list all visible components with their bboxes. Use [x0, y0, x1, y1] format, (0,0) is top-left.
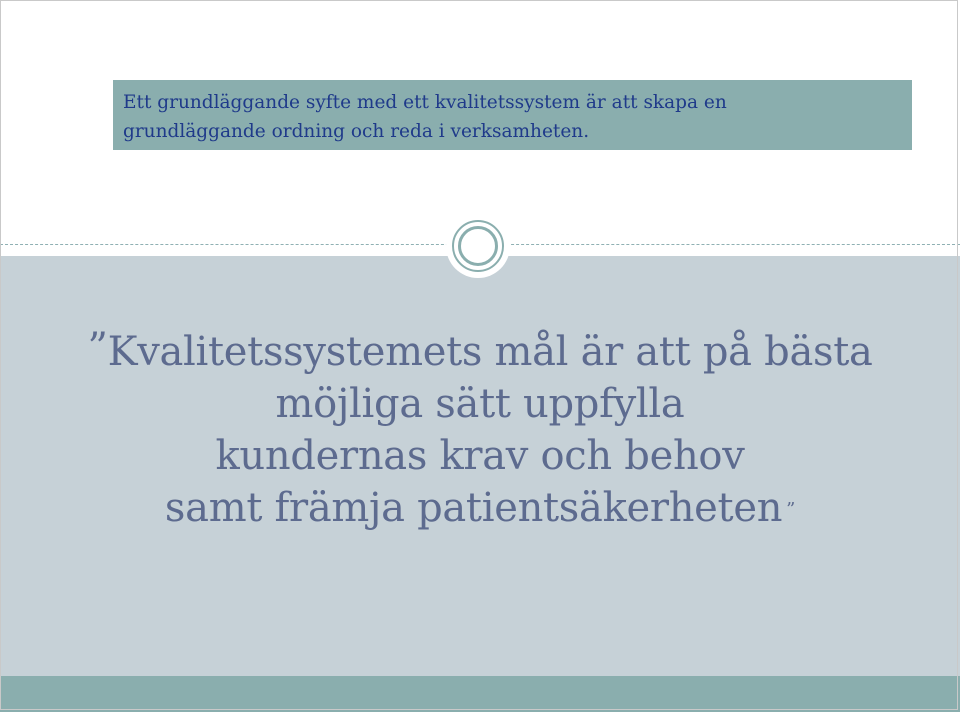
quote-open-mark: ” — [87, 325, 108, 371]
bottom-band — [0, 676, 960, 712]
quote-close-mark: ” — [786, 499, 796, 520]
quote-line-3: kundernas krav och behov — [215, 433, 745, 479]
header-line-1: Ett grundläggande syfte med ett kvalitetssystem är att skapa en — [123, 92, 727, 113]
quote-text — [80, 322, 880, 536]
quote-line-4 — [80, 482, 880, 536]
header-text-box — [113, 80, 912, 150]
quote-line-4-text: samt främja patientsäkerheten — [164, 485, 783, 531]
quote-line-1 — [80, 322, 880, 378]
quote-line-2: möjliga sätt uppfylla — [275, 381, 685, 427]
header-line-2: grundläggande ordning och reda i verksamheten. — [123, 121, 590, 142]
quote-line-1-text: Kvalitetssystemets mål är att på bästa — [107, 329, 873, 375]
circle-ornament-inner — [458, 226, 498, 266]
